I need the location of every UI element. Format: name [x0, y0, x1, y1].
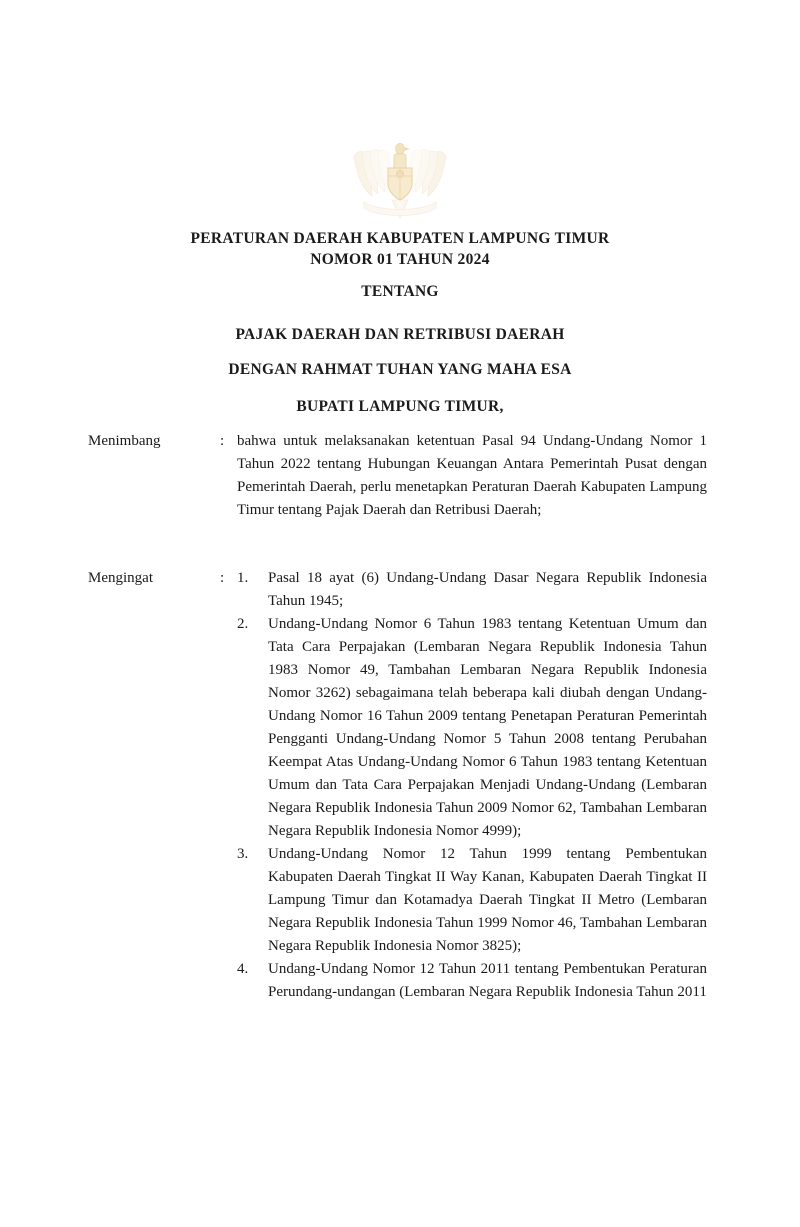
invocation-line: DENGAN RAHMAT TUHAN YANG MAHA ESA [228, 361, 572, 378]
menimbang-clause [88, 430, 707, 522]
regulation-number-line: NOMOR 01 TAHUN 2024 [310, 251, 490, 268]
list-item-marker: 1. [237, 570, 249, 586]
mengingat-label: Mengingat [88, 570, 153, 586]
tentang-label: TENTANG [361, 283, 439, 300]
list-item-marker: 2. [237, 616, 249, 632]
list-item [237, 567, 707, 613]
list-item [237, 843, 707, 958]
list-item-text: Undang-Undang Nomor 6 Tahun 1983 tentang Ketentuan Umum dan Tata Cara Perpajakan (Lembaran Negara Republik Indonesia Tahun 1983 Nomor 49, Tambahan Lembaran Negara Republik Indonesia Nomor 3262) sebagaimana telah beberapa kali diubah dengan Undang-Undang Nomor 16 Tahun 2009 tentang Penetapan Peraturan Pemerintah Pengganti Undang-Undang Nomor 5 Tahun 2008 tentang Perubahan Keempat Atas Undang-Undang Nomor 6 Tahun 1983 tentang Ketentuan Umum dan Tata Cara Perpajakan Menjadi Undang-Undang (Lembaran Negara Republik Indonesia Tahun 2009 Nomor 62, Tambahan Lembaran Negara Republik Indonesia Nomor 4999); [268, 616, 707, 839]
menimbang-label: Menimbang [88, 433, 161, 449]
list-item-marker: 4. [237, 961, 249, 977]
mengingat-colon: : [220, 570, 225, 586]
regulation-subject: PAJAK DAERAH DAN RETRIBUSI DAERAH [235, 326, 565, 343]
garuda-pancasila-emblem [348, 138, 452, 222]
mengingat-clause [88, 567, 707, 1004]
regulation-title-line-1: PERATURAN DAERAH KABUPATEN LAMPUNG TIMUR [190, 230, 610, 247]
list-item-text: Pasal 18 ayat (6) Undang-Undang Dasar Negara Republik Indonesia Tahun 1945; [268, 570, 707, 609]
list-item-text: Undang-Undang Nomor 12 Tahun 1999 tentang Pembentukan Kabupaten Daerah Tingkat II Way Kanan, Kabupaten Daerah Tingkat II Lampung Timur dan Kotamadya Daerah Tingkat II Metro (Lembaran Negara Republik Indonesia Tahun 1999 Nomor 46, Tambahan Lembaran Negara Republik Indonesia Nomor 3825); [268, 846, 707, 954]
mengingat-list [237, 567, 707, 1004]
list-item-marker: 3. [237, 846, 249, 862]
list-item [237, 613, 707, 843]
mengingat-body [237, 567, 707, 1004]
list-item-text: Undang-Undang Nomor 12 Tahun 2011 tentang Pembentukan Peraturan Perundang-undangan (Lembaran Negara Republik Indonesia Tahun 2011 [268, 961, 707, 1000]
menimbang-colon: : [220, 433, 225, 449]
emblem-container [0, 138, 800, 222]
list-item [237, 958, 707, 1004]
menimbang-paragraph: bahwa untuk melaksanakan ketentuan Pasal 94 Undang-Undang Nomor 1 Tahun 2022 tentang Hubungan Keuangan Antara Pemerintah Pusat dengan Pemerintah Daerah, perlu menetapkan Peraturan Daerah Kabupaten Lampung Timur tentang Pajak Daerah dan Retribusi Daerah; [237, 433, 707, 518]
issuing-authority: BUPATI LAMPUNG TIMUR, [296, 398, 504, 415]
menimbang-body [237, 430, 707, 522]
